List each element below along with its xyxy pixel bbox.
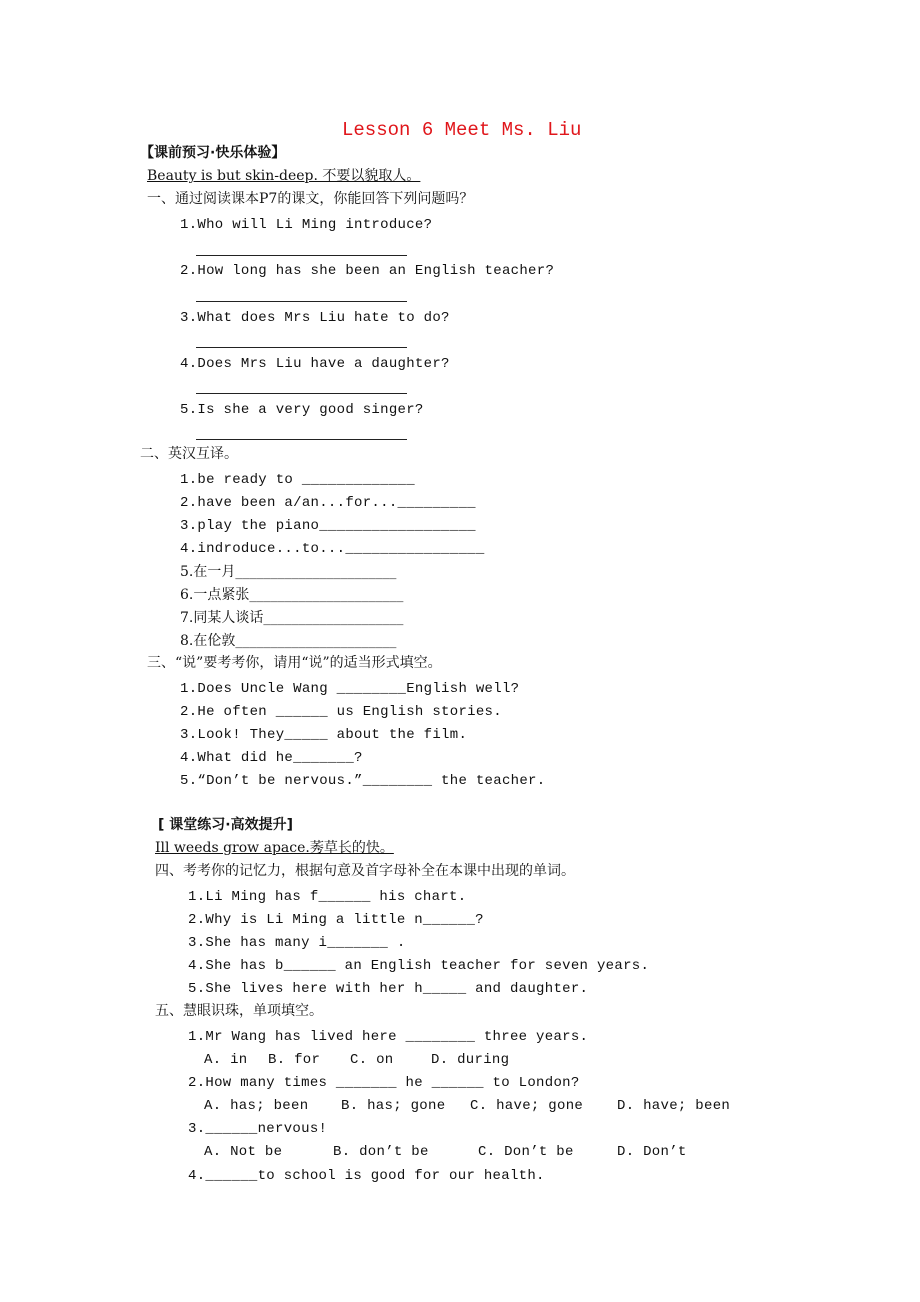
answer-line[interactable] [196, 255, 407, 256]
memory-item: 1.Li Ming has f______ his chart. [188, 889, 467, 905]
answer-line[interactable] [196, 393, 407, 394]
pre-class-heading: 【课前预习·快乐体验】 [140, 145, 286, 161]
option-d[interactable]: D. during [431, 1052, 510, 1068]
section1-question: 4.Does Mrs Liu have a daughter? [180, 356, 450, 372]
section1-question: 1.Who will Li Ming introduce? [180, 217, 433, 233]
fill-item: 5.“Don’t be nervous.”________ the teacher. [180, 773, 546, 789]
option-a[interactable]: A. has; been [204, 1098, 309, 1114]
section1-heading: 一、通过阅读课本P7的课文，你能回答下列问题吗？ [147, 191, 474, 207]
option-b[interactable]: B. for [268, 1052, 321, 1068]
memory-item: 3.She has many i_______ . [188, 935, 406, 951]
translation-item: 3.play the piano__________________ [180, 518, 476, 534]
section1-question: 5.Is she a very good singer? [180, 402, 424, 418]
choice-question: 1.Mr Wang has lived here ________ three years. [188, 1029, 589, 1045]
section5-heading: 五、慧眼识珠，单项填空。 [155, 1003, 323, 1019]
option-c[interactable]: C. on [350, 1052, 394, 1068]
option-a[interactable]: A. Not be [204, 1144, 283, 1160]
answer-line[interactable] [196, 301, 407, 302]
page-title: Lesson 6 Meet Ms. Liu [342, 119, 582, 141]
section4-heading: 四、考考你的记忆力，根据句意及首字母补全在本课中出现的单词。 [155, 863, 575, 879]
memory-item: 5.She lives here with her h_____ and daughter. [188, 981, 589, 997]
in-class-motto: Ill weeds grow apace.莠草长的快。 [155, 840, 394, 856]
in-class-heading: [ 课堂练习·高效提升] [158, 817, 293, 833]
section1-question: 3.What does Mrs Liu hate to do? [180, 310, 450, 326]
choice-question: 3.______nervous! [188, 1121, 328, 1137]
fill-item: 4.What did he_______? [180, 750, 363, 766]
option-a[interactable]: A. in [204, 1052, 248, 1068]
section1-question: 2.How long has she been an English teacher? [180, 263, 555, 279]
fill-item: 2.He often ______ us English stories. [180, 704, 502, 720]
fill-item: 3.Look! They_____ about the film. [180, 727, 468, 743]
translation-item: 4.indroduce...to...________________ [180, 541, 485, 557]
option-d[interactable]: D. Don’t [617, 1144, 687, 1160]
option-d[interactable]: D. have; been [617, 1098, 731, 1114]
option-b[interactable]: B. has; gone [341, 1098, 446, 1114]
answer-line[interactable] [196, 347, 407, 348]
answer-line[interactable] [196, 439, 407, 440]
option-b[interactable]: B. don’t be [333, 1144, 429, 1160]
translation-item: 7.同某人谈话____________________ [180, 610, 404, 626]
section3-heading: 三、“说”要考考你，请用“说”的适当形式填空。 [147, 655, 442, 671]
fill-item: 1.Does Uncle Wang ________English well? [180, 681, 520, 697]
option-c[interactable]: C. have; gone [470, 1098, 584, 1114]
pre-class-motto: Beauty is but skin-deep. 不要以貌取人。 [147, 168, 421, 184]
memory-item: 4.She has b______ an English teacher for seven years. [188, 958, 650, 974]
choice-question: 4.______to school is good for our health. [188, 1168, 545, 1184]
option-c[interactable]: C. Don’t be [478, 1144, 574, 1160]
translation-item: 1.be ready to _____________ [180, 472, 415, 488]
translation-item: 2.have been a/an...for..._________ [180, 495, 476, 511]
choice-question: 2.How many times _______ he ______ to London? [188, 1075, 580, 1091]
section2-heading: 二、英汉互译。 [140, 446, 238, 462]
translation-item: 6.一点紧张______________________ [180, 587, 404, 603]
memory-item: 2.Why is Li Ming a little n______? [188, 912, 484, 928]
translation-item: 8.在伦敦_______________________ [180, 633, 397, 649]
translation-item: 5.在一月_______________________ [180, 564, 397, 580]
